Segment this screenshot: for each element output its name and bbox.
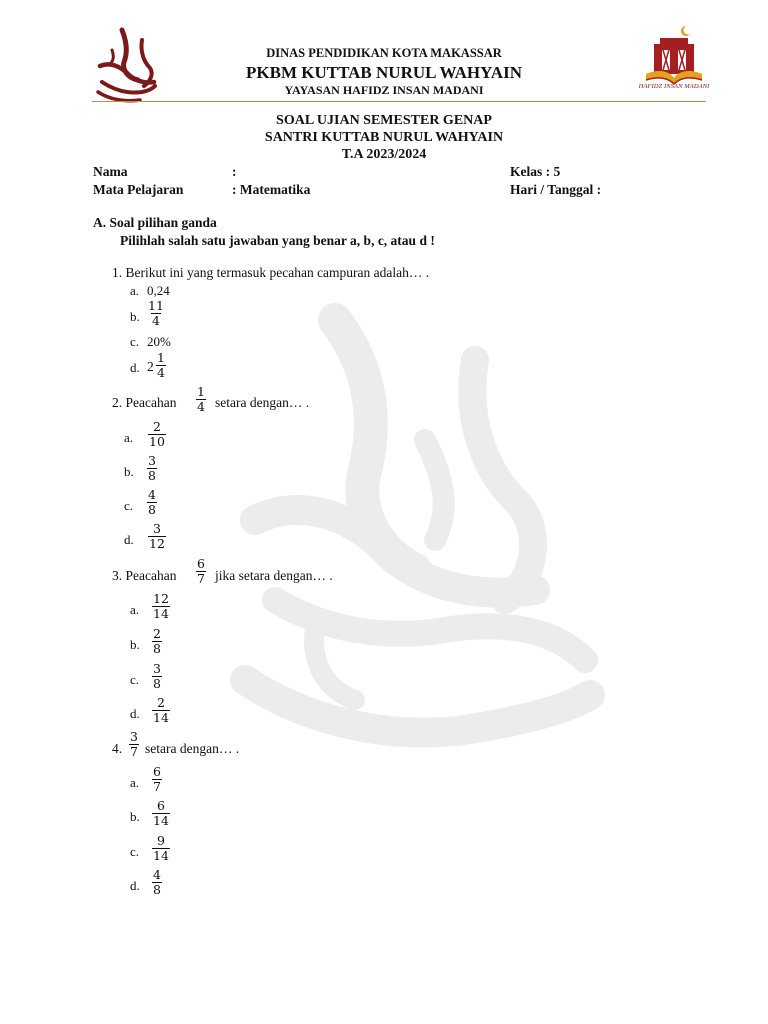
fraction-numerator: 11 bbox=[148, 298, 164, 313]
fraction-numerator: 1 bbox=[157, 350, 165, 365]
fraction-denominator: 14 bbox=[153, 848, 169, 863]
q2-option-a-label: a. bbox=[124, 430, 134, 445]
q1-option-d-whole: 2 bbox=[147, 359, 154, 374]
fraction-denominator: 8 bbox=[148, 468, 156, 483]
q2-option-d-label: d. bbox=[124, 532, 134, 547]
fraction-denominator: 14 bbox=[153, 710, 169, 725]
q3-option-b-label: b. bbox=[130, 637, 140, 652]
q4-option-d-label: d. bbox=[130, 878, 140, 893]
fraction-numerator: 6 bbox=[197, 556, 205, 571]
fraction-numerator: 2 bbox=[156, 695, 165, 710]
fraction-numerator: 9 bbox=[156, 833, 165, 848]
q3-option-b-fraction bbox=[152, 627, 162, 656]
q1-option-a-value: 0,24 bbox=[147, 283, 170, 298]
fraction-denominator: 8 bbox=[148, 502, 156, 517]
fraction-denominator: 14 bbox=[153, 606, 169, 621]
fraction-denominator: 8 bbox=[153, 882, 161, 897]
q4-option-b-fraction bbox=[152, 799, 170, 828]
q2-prefix: 2. Peacahan bbox=[112, 395, 177, 410]
header-line-1: DINAS PENDIDIKAN KOTA MAKASSAR bbox=[266, 46, 502, 60]
mapel-value: : Matematika bbox=[232, 182, 311, 197]
fraction-numerator: 3 bbox=[152, 521, 161, 536]
fraction-denominator: 8 bbox=[153, 641, 161, 656]
q1-option-a-label: a. bbox=[130, 283, 140, 298]
kelas-field: Kelas : 5 bbox=[510, 164, 561, 179]
q1-text: 1. Berikut ini yang termasuk pecahan campuran adalah… . bbox=[112, 265, 430, 280]
q3-option-a-label: a. bbox=[130, 602, 140, 617]
q1-option-d-label: d. bbox=[130, 360, 140, 375]
header-divider bbox=[92, 101, 706, 102]
exam-title-1: SOAL UJIAN SEMESTER GENAP bbox=[276, 113, 492, 128]
q4-option-a-fraction bbox=[152, 765, 162, 794]
fraction-numerator: 2 bbox=[152, 419, 161, 434]
q2-option-b-label: b. bbox=[124, 464, 134, 479]
fraction-numerator: 6 bbox=[153, 764, 161, 779]
fraction-numerator: 2 bbox=[153, 626, 161, 641]
q2-option-c-fraction bbox=[147, 488, 157, 517]
fraction-denominator: 8 bbox=[153, 676, 161, 691]
q1-option-c-value: 20% bbox=[147, 334, 171, 349]
q4-option-b-label: b. bbox=[130, 809, 140, 824]
q1-option-c-label: c. bbox=[130, 334, 140, 349]
fraction-numerator: 3 bbox=[153, 661, 161, 676]
q4-fraction bbox=[129, 730, 139, 759]
section-heading: A. Soal pilihan ganda bbox=[93, 215, 217, 230]
fraction-denominator: 10 bbox=[149, 434, 165, 449]
q2-fraction bbox=[196, 385, 206, 414]
q2-option-c-label: c. bbox=[124, 498, 134, 513]
q4-option-c-fraction bbox=[152, 834, 170, 863]
fraction-numerator: 6 bbox=[156, 798, 165, 813]
hari-tanggal-field: Hari / Tanggal : bbox=[510, 182, 602, 197]
q4-option-c-label: c. bbox=[130, 844, 140, 859]
fraction-denominator: 12 bbox=[149, 536, 165, 551]
fraction-numerator: 12 bbox=[153, 591, 169, 606]
header-line-3: YAYASAN HAFIDZ INSAN MADANI bbox=[284, 83, 484, 97]
q2-option-b-fraction bbox=[147, 454, 157, 483]
q2-option-a-fraction bbox=[148, 420, 166, 449]
fraction-numerator: 4 bbox=[153, 867, 161, 882]
fraction-denominator: 7 bbox=[153, 779, 161, 794]
q3-suffix: jika setara dengan… . bbox=[215, 568, 333, 583]
fraction-numerator: 1 bbox=[197, 384, 205, 399]
mapel-label: Mata Pelajaran bbox=[93, 182, 184, 197]
fraction-denominator: 4 bbox=[157, 365, 165, 380]
nama-label: Nama bbox=[93, 164, 128, 179]
q2-option-d-fraction bbox=[148, 522, 166, 551]
q3-option-d-fraction bbox=[152, 696, 170, 725]
fraction-denominator: 14 bbox=[153, 813, 169, 828]
exam-title-3: T.A 2023/2024 bbox=[341, 147, 427, 162]
fraction-denominator: 4 bbox=[197, 399, 205, 414]
right-logo-caption: HAFIDZ INSAN MADANI bbox=[638, 83, 710, 90]
fraction-numerator: 3 bbox=[148, 453, 156, 468]
q3-option-d-label: d. bbox=[130, 706, 140, 721]
q2-suffix: setara dengan… . bbox=[215, 395, 310, 410]
header-school-name: PKBM KUTTAB NURUL WAHYAIN bbox=[246, 63, 522, 82]
q3-option-c-label: c. bbox=[130, 672, 140, 687]
q4-option-d-fraction bbox=[152, 868, 162, 897]
fraction-numerator: 3 bbox=[130, 729, 138, 744]
fraction-denominator: 7 bbox=[197, 571, 205, 586]
q3-prefix: 3. Peacahan bbox=[112, 568, 177, 583]
q4-option-a-label: a. bbox=[130, 775, 140, 790]
q1-option-b-label: b. bbox=[130, 309, 140, 324]
fraction-denominator: 7 bbox=[130, 744, 138, 759]
q3-option-a-fraction bbox=[152, 592, 170, 621]
fraction-denominator: 4 bbox=[151, 313, 160, 328]
q1-option-b-fraction bbox=[147, 299, 165, 328]
section-instruction: Pilihlah salah satu jawaban yang benar a, b, c, atau d ! bbox=[120, 233, 435, 248]
fraction-numerator: 4 bbox=[148, 487, 156, 502]
q3-option-c-fraction bbox=[152, 662, 162, 691]
q4-prefix: 4. bbox=[112, 741, 123, 756]
exam-title-2: SANTRI KUTTAB NURUL WAHYAIN bbox=[264, 130, 504, 145]
calligraphy-watermark bbox=[215, 300, 605, 770]
q1-option-d-fraction bbox=[156, 351, 166, 380]
q4-suffix: setara dengan… . bbox=[145, 741, 240, 756]
q3-fraction bbox=[196, 557, 206, 586]
nama-value: : bbox=[232, 164, 237, 179]
